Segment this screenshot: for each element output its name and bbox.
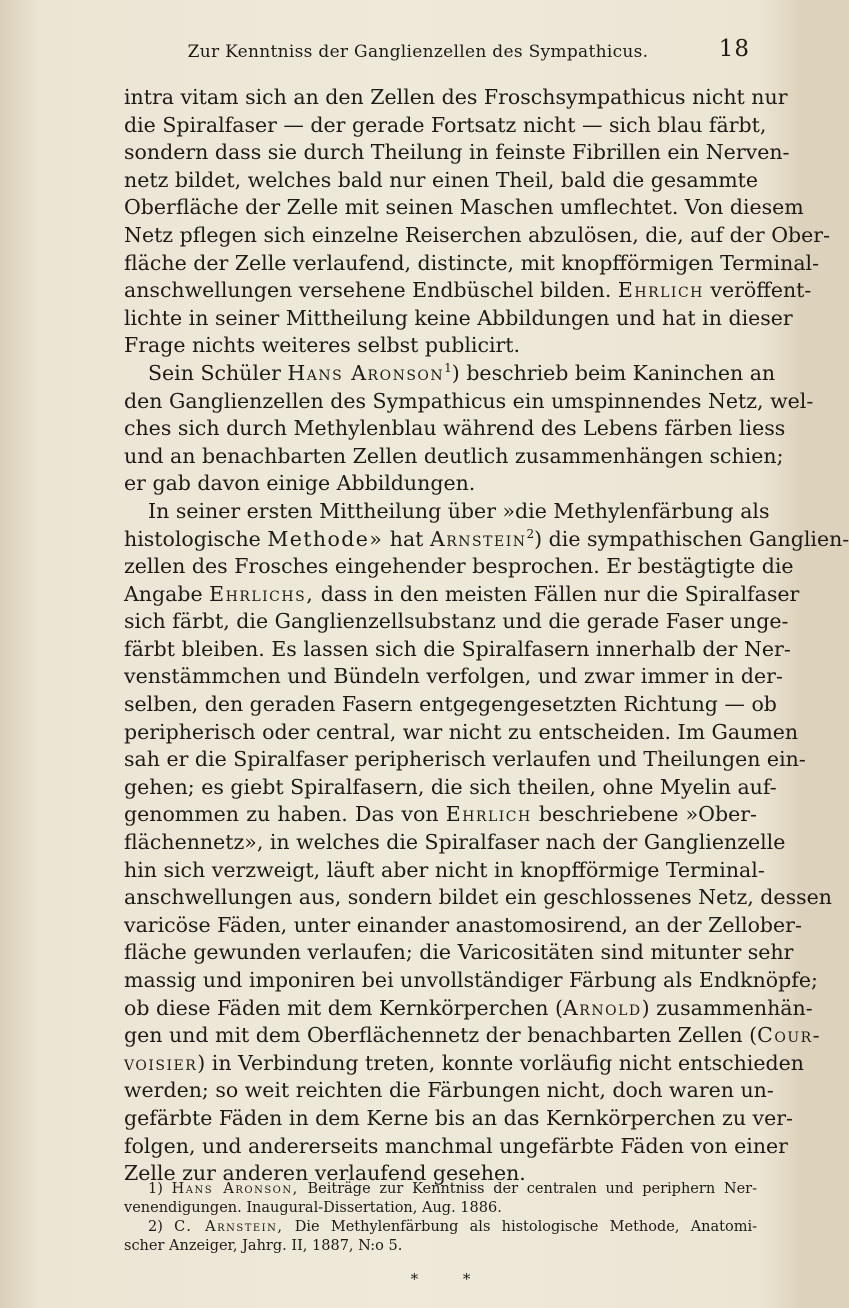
author-name: C. Arnstein, [174,1219,284,1235]
text-fragment: ) zusammenhän- [641,995,813,1020]
author-name: voisier [124,1050,198,1075]
text-line [124,277,812,305]
text-fragment: hat [389,526,424,551]
text-fragment: anschwellungen versehene Endbüschel bilden. [124,278,612,303]
body-text [124,84,849,1188]
text-line: gefärbte Fäden in dem Kerne bis an das Kernkörperchen zu ver- [124,1105,793,1130]
emphasis-text: Methode» [267,526,384,551]
text-line: ches sich durch Methylenblau während des Lebens färben liess [124,416,786,441]
text-fragment: beschriebene »Ober- [538,802,757,827]
text-line: peripherisch oder central, war nicht zu entscheiden. Im Gaumen [124,719,799,744]
text-line: histologische Methode» hat Arnstein$^2$) die sympathischen Ganglien- [124,526,849,551]
text-line: flächennetz», in welches die Spiralfaser nach der Ganglienzelle [124,830,786,855]
text-line [124,581,800,609]
footnote-marker: 1) [148,1181,163,1197]
text-line: sah er die Spiralfaser peripherisch verlaufen und Theilungen ein- [124,747,806,772]
text-line: und an benachbarten Zellen deutlich zusammenhängen schien; [124,443,784,468]
text-line: fläche der Zelle verlaufend, distincte, mit knopfförmigen Terminal- [124,250,820,275]
text-line: den Ganglienzellen des Sympathicus ein umspinnendes Netz, wel- [124,388,814,413]
text-line: anschwellungen aus, sondern bildet ein geschlossenes Netz, dessen [124,885,832,910]
author-name: Hans Aronson, [171,1181,299,1197]
author-name: Hans Aronson [287,360,445,385]
text-line: folgen, und andererseits manchmal ungefärbte Fäden von einer [124,1133,788,1158]
text-fragment: beschrieb beim Kaninchen an [466,360,776,385]
text-line: zellen des Frosches eingehender besprochen. Er bestägtigte die [124,554,794,579]
text-line: die Spiralfaser — der gerade Fortsatz nicht — sich blau färbt, [124,112,767,137]
footnote-marker: 1 [444,360,452,375]
footnote-1-continued: venendigungen. Inaugural-Dissertation, Aug. 1886. [124,1200,502,1216]
text-line: Netz pflegen sich einzelne Reiserchen abzulösen, die, auf der Ober- [124,222,831,247]
text-line: gehen; es giebt Spiralfasern, die sich theilen, ohne Myelin auf- [124,774,777,799]
text-line: fläche gewunden verlaufen; die Varicositäten sind mitunter sehr [124,940,794,965]
author-name: Arnold [563,995,642,1020]
author-name: Cour- [757,1023,822,1048]
text-fragment: ob diese Fäden mit dem Kernkörperchen ( [124,995,563,1020]
text-line [124,1022,822,1050]
text-line: Frage nichts weiteres selbst publicirt. [124,333,521,358]
section-ornament: * * [410,1270,471,1288]
text-line: färbt bleiben. Es lassen sich die Spiralfasern innerhalb der Ner- [124,636,791,661]
text-line [124,995,813,1023]
text-fragment: dass in den meisten Fällen nur die Spiralfaser [320,581,800,606]
author-name: Ehrlich [617,278,704,303]
text-line: Zelle zur anderen verlaufend gesehen. [124,1161,526,1186]
text-line [124,801,757,829]
text-line: In seiner ersten Mittheilung über »die Methylenfärbung als [148,498,770,523]
author-name: Ehrlichs, [209,581,315,606]
text-line: hin sich verzweigt, läuft aber nicht in knopfförmige Terminal- [124,857,765,882]
footnote-1 [124,1180,757,1199]
running-head: Zur Kenntniss der Ganglienzellen des Sympathicus. [187,42,649,62]
text-line: netz bildet, welches bald nur einen Theil, bald die gesammte [124,167,759,192]
text-fragment: genommen zu haben. Das von [124,802,439,827]
text-line: massig und imponiren bei unvollständiger Färbung als Endknöpfe; [124,968,818,992]
text-line: er gab davon einige Abbildungen. [124,471,476,496]
text-fragment: Sein Schüler [148,360,281,385]
text-fragment: gen und mit dem Oberflächennetz der benachbarten Zellen ( [124,1023,758,1048]
author-name: Arnstein [429,526,527,551]
page-number: 18 [718,36,750,62]
text-fragment: ) in Verbindung treten, konnte vorläufig nicht entschieden [197,1050,804,1075]
text-fragment: Angabe [124,581,203,606]
text-line: werden; so weit reichten die Färbungen nicht, doch waren un- [124,1078,774,1103]
footnote-marker: 2 [526,526,535,541]
text-fragment: veröffent- [710,278,812,303]
text-line: venstämmchen und Bündeln verfolgen, und zwar immer in der- [124,664,783,689]
footnote-2 [124,1218,757,1237]
page-header [118,36,750,68]
footnotes [124,1180,757,1256]
footnote-text: Die Methylenfärbung als histologische Methode, Anatomi- [294,1219,758,1235]
text-line: sondern dass sie durch Theilung in feinste Fibrillen ein Nerven- [124,140,790,165]
footnote-marker: 2) [148,1219,163,1235]
text-line: lichte in seiner Mittheilung keine Abbildungen und hat in dieser [124,305,793,330]
text-line [124,1050,804,1078]
author-name: Ehrlich [445,802,532,827]
text-fragment: histologische [124,526,261,551]
text-line: sich färbt, die Ganglienzellsubstanz und die gerade Faser unge- [124,609,789,634]
text-line: Sein Schüler Hans Aronson$^1$) beschrieb beim Kaninchen an [148,360,776,385]
footnote-text: Beiträge zur Kenntniss der centralen und periphern Ner- [307,1181,758,1197]
text-line: selben, den geraden Fasern entgegengesetzten Richtung — ob [124,692,777,717]
text-fragment: die sympathischen Ganglien- [548,526,849,551]
text-line: Oberfläche der Zelle mit seinen Maschen umflechtet. Von diesem [124,195,804,220]
text-line: varicöse Fäden, unter einander anastomosirend, an der Zellober- [124,912,802,937]
footnote-2-continued: scher Anzeiger, Jahrg. II, 1887, N:o 5. [124,1238,403,1254]
text-line: intra vitam sich an den Zellen des Froschsympathicus nicht nur [124,85,788,109]
